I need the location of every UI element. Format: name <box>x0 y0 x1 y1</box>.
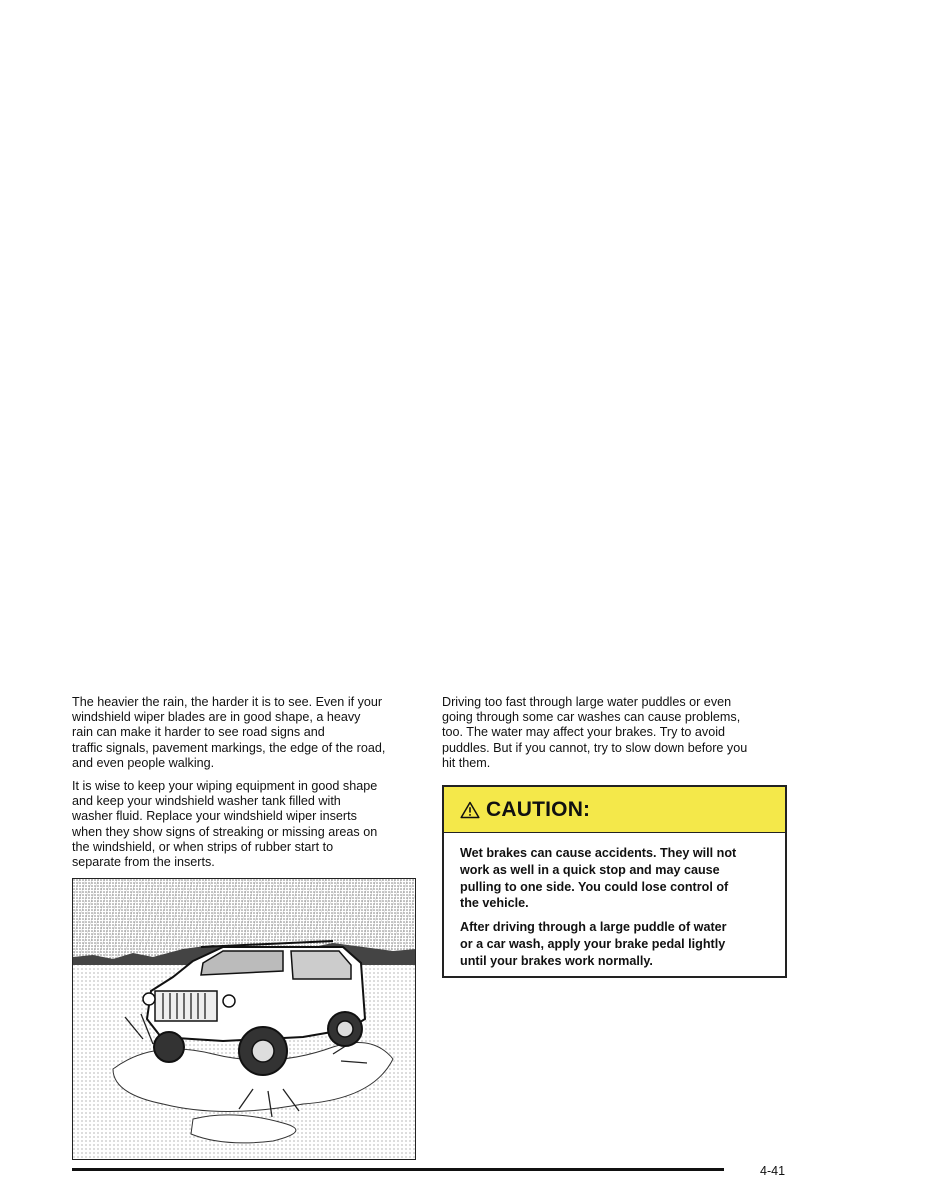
rain-visibility-paragraph: The heavier the rain, the harder it is to see. Even if your windshield wiper blades are in good shape, a heavy rain can make it harder to see road signs and traffic signals, pavement markings, the edge of the road, and even people walking. <box>72 695 386 770</box>
vehicle-splashing-puddle-illustration <box>72 878 416 1160</box>
puddle-driving-paragraph: Driving too fast through large water puddles or even going through some car washes can cause problems, too. The water may affect your brakes. Try to avoid puddles. But if you cannot, try to slow down before you hit them. <box>442 695 748 770</box>
right-column <box>442 695 787 779</box>
caution-body <box>444 833 785 970</box>
page-number: 4-41 <box>760 1164 786 1178</box>
caution-box <box>442 785 787 978</box>
warning-triangle-icon <box>460 801 480 819</box>
wet-brakes-warning: Wet brakes can cause accidents. They will not work as well in a quick stop and may cause pulling to one side. You could lose control of the vehicle. <box>460 846 737 911</box>
caution-title: CAUTION: <box>486 797 591 821</box>
footer-rule <box>72 1168 724 1171</box>
caution-header <box>444 787 785 833</box>
wiper-maintenance-paragraph: It is wise to keep your wiping equipment in good shape and keep your windshield washer tank filled with washer fluid. Replace your windshield wiper inserts when they show signs of streaking or missing areas on the windshield, or when strips of rubber start to separate from the inserts. <box>72 779 378 870</box>
brake-drying-instruction: After driving through a large puddle of water or a car wash, apply your brake pedal lightly until your brakes work normally. <box>460 920 727 968</box>
left-column <box>72 695 422 878</box>
